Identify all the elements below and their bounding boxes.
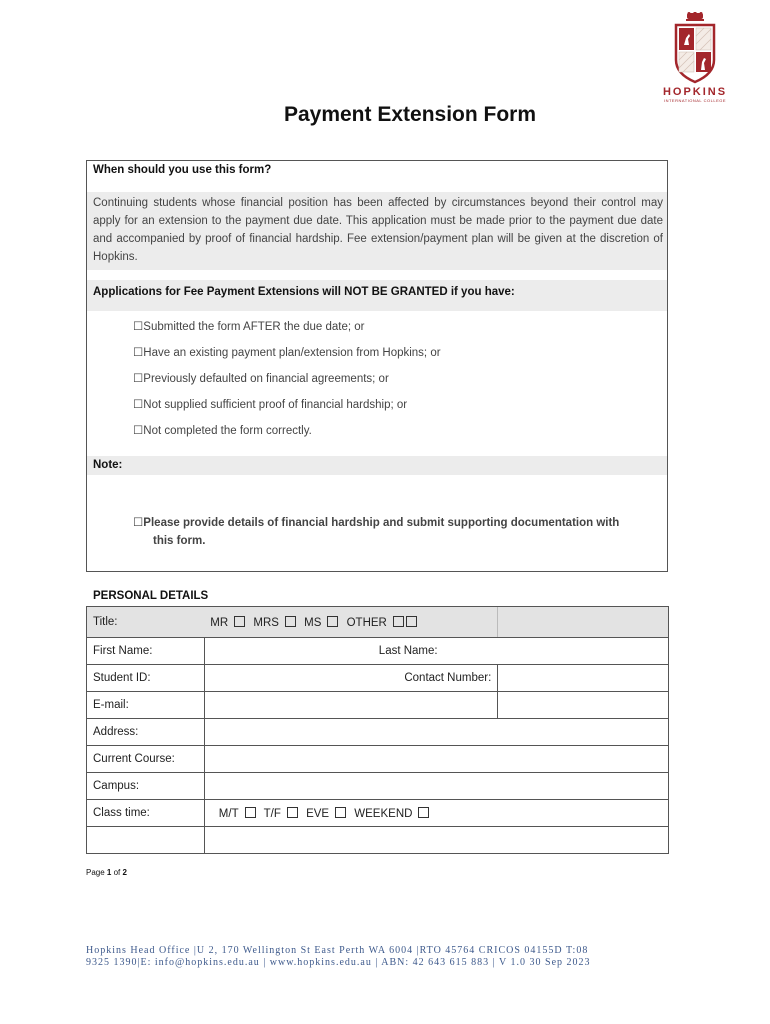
hopkins-logo xyxy=(650,12,740,112)
class-option-weekend: WEEKEND xyxy=(354,807,413,820)
student-id-label: Student ID: xyxy=(87,665,205,692)
address-row xyxy=(87,719,669,746)
title-option-mrs: MRS xyxy=(253,616,279,629)
class-option-tf: T/F xyxy=(263,807,281,820)
class-option-eve: EVE xyxy=(306,807,330,820)
campus-row xyxy=(87,773,669,800)
ms-checkbox[interactable] xyxy=(327,616,338,627)
page-current: 1 xyxy=(106,868,112,877)
class-option-mt: M/T xyxy=(218,807,239,820)
page-title: Payment Extension Form xyxy=(283,103,537,126)
note-item xyxy=(133,514,663,550)
email-extra-field[interactable] xyxy=(498,692,669,719)
course-label: Current Course: xyxy=(87,746,205,773)
note-heading: Note: xyxy=(87,456,667,475)
eve-checkbox[interactable] xyxy=(335,807,346,818)
other-extra-checkbox[interactable] xyxy=(406,616,417,627)
last-name-label: Last Name: xyxy=(378,645,438,657)
weekend-checkbox[interactable] xyxy=(418,807,429,818)
class-time-options xyxy=(204,800,668,827)
condition-item: ☐Not supplied sufficient proof of financial hardship; or xyxy=(133,399,408,411)
title-option-ms: MS xyxy=(304,616,322,629)
title-options xyxy=(204,607,498,638)
personal-details-heading: PERSONAL DETAILS xyxy=(93,590,209,602)
logo-subtitle: INTERNATIONAL COLLEGE xyxy=(663,98,727,103)
empty-label-cell xyxy=(87,827,205,854)
last-name-field[interactable] xyxy=(204,638,668,665)
condition-item: ☐Not completed the form correctly. xyxy=(133,425,312,437)
title-option-other: OTHER xyxy=(346,616,387,629)
first-name-label: First Name: xyxy=(87,638,205,665)
campus-label: Campus: xyxy=(87,773,205,800)
course-field[interactable] xyxy=(204,746,668,773)
mrs-checkbox[interactable] xyxy=(285,616,296,627)
student-id-row xyxy=(87,665,669,692)
class-time-label: Class time: xyxy=(87,800,205,827)
title-label: Title: xyxy=(87,607,205,638)
other-checkbox[interactable] xyxy=(393,616,404,627)
footer-line-1: Hopkins Head Office |U 2, 170 Wellington St East Perth WA 6004 |RTO 45764 CRICOS 04155D T:08 xyxy=(86,945,589,956)
class-time-row xyxy=(87,800,669,827)
personal-details-table xyxy=(86,606,669,854)
footer xyxy=(86,945,646,969)
not-granted-heading: Applications for Fee Payment Extensions will NOT BE GRANTED if you have: xyxy=(87,280,667,311)
contact-number-label: Contact Number: xyxy=(404,672,492,684)
empty-field[interactable] xyxy=(204,827,668,854)
crest-icon xyxy=(673,12,717,84)
logo-name: HOPKINS xyxy=(662,86,728,98)
email-label: E-mail: xyxy=(87,692,205,719)
empty-row xyxy=(87,827,669,854)
name-row xyxy=(87,638,669,665)
page-total: 2 xyxy=(122,868,127,877)
campus-field[interactable] xyxy=(204,773,668,800)
usage-paragraph: Continuing students whose financial position has been affected by circumstances beyond their control may apply for an extension to the payment due date. This application must be made prior to the payment due date and accompanied by proof of financial hardship. Fee extension/payment plan will be given at the discretion of Hopkins. xyxy=(87,192,667,270)
contact-number-field[interactable] xyxy=(498,665,669,692)
page-prefix: Page xyxy=(86,868,105,877)
tf-checkbox[interactable] xyxy=(287,807,298,818)
page-number xyxy=(86,868,127,877)
address-label: Address: xyxy=(87,719,205,746)
footer-line-2: 9325 1390|E: info@hopkins.edu.au | www.hopkins.edu.au | ABN: 42 643 615 883 | V 1.0 30 Sep 2023 xyxy=(86,957,591,968)
email-row xyxy=(87,692,669,719)
title-row xyxy=(87,607,669,638)
mr-checkbox[interactable] xyxy=(234,616,245,627)
student-id-field[interactable] xyxy=(204,665,498,692)
condition-item: ☐Previously defaulted on financial agreements; or xyxy=(133,373,389,385)
note-line-2: this form. xyxy=(153,535,206,547)
title-option-mr: MR xyxy=(210,616,229,629)
page-sep: of xyxy=(113,868,121,877)
address-field[interactable] xyxy=(204,719,668,746)
mt-checkbox[interactable] xyxy=(245,807,256,818)
email-field[interactable] xyxy=(204,692,498,719)
usage-info-box xyxy=(86,160,668,572)
usage-heading: When should you use this form? xyxy=(93,164,272,176)
note-line-1: ☐Please provide details of financial hardship and submit supporting documentation with xyxy=(133,517,620,529)
condition-item: ☐Submitted the form AFTER the due date; or xyxy=(133,321,365,333)
title-empty-cell xyxy=(498,607,669,638)
course-row xyxy=(87,746,669,773)
condition-item: ☐Have an existing payment plan/extension from Hopkins; or xyxy=(133,347,441,359)
